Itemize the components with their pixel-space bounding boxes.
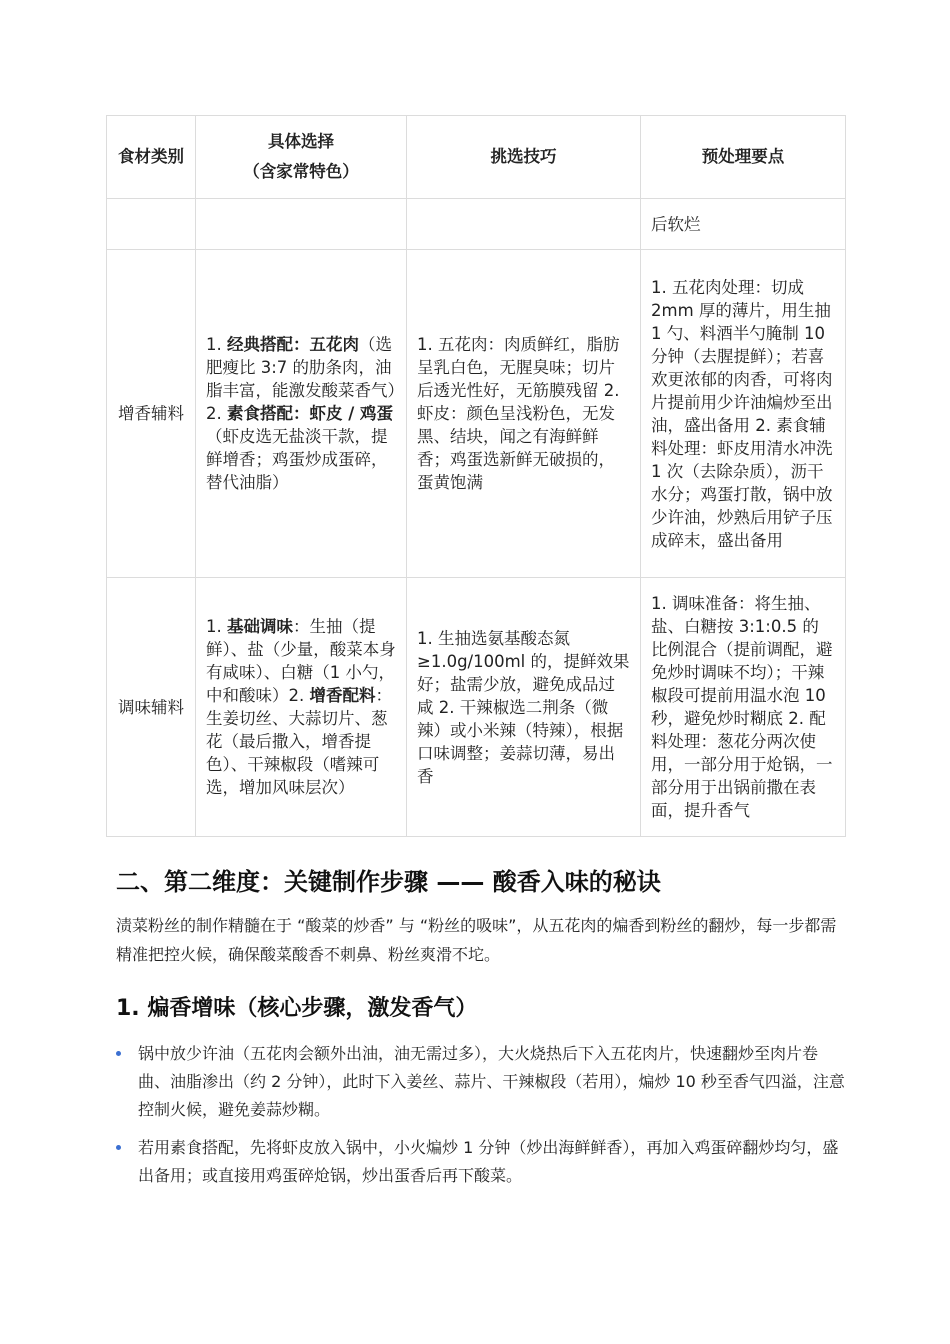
section-title: 二、第二维度：关键制作步骤 —— 酸香入味的秘诀	[116, 868, 661, 896]
tips-cell: 1. 五花肉：肉质鲜红，脂肪呈乳白色，无腥臭味；切片后透光性好，无筋膜残留 2. 虾皮：颜色呈浅粉色，无发黑、结块，闻之有海鲜鲜香；鸡蛋选新鲜无破损的，蛋黄饱满	[407, 250, 641, 578]
header-choice-line1: 具体选择	[268, 132, 334, 151]
prep-cell: 1. 调味准备：将生抽、盐、白糖按 3:1:0.5 的比例混合（提前调配，避免炒时调味不均）；干辣椒段可提前用温水泡 10 秒，避免炒时糊底 2. 配料处理：葱花分两次使用，一部分用于炝锅，一部分用于出锅前撒在表面，提升香气	[641, 578, 846, 837]
table-cell	[407, 199, 641, 250]
category-cell: 调味辅料	[107, 578, 196, 837]
header-choice	[196, 116, 407, 199]
section-intro: 渍菜粉丝的制作精髓在于 “酸菜的炒香” 与 “粉丝的吸味”，从五花肉的煸香到粉丝的翻炒，每一步都需精准把控火候，确保酸菜酸香不刺鼻、粉丝爽滑不坨。	[116, 916, 837, 964]
table-cell	[196, 199, 407, 250]
header-category: 食材类别	[107, 116, 196, 199]
table-cell	[107, 199, 196, 250]
prep-cell: 1. 五花肉处理：切成 2mm 厚的薄片，用生抽 1 勺、料酒半勺腌制 10 分钟（去腥提鲜）；若喜欢更浓郁的肉香，可将肉片提前用少许油煸炒至出油，盛出备用 2. 素食辅料处理：虾皮用清水冲洗 1 次（去除杂质），沥干水分；鸡蛋打散，锅中放少许油，炒熟后用铲子压成碎末，盛出备用	[641, 250, 846, 578]
choice-cell: 1. 经典搭配：五花肉（选肥瘦比 3:7 的肋条肉，油脂丰富，能激发酸菜香气）2. 素食搭配：虾皮 / 鸡蛋（虾皮选无盐淡干款，提鲜增香；鸡蛋炒成蛋碎，替代油脂）	[196, 250, 407, 578]
table-cell: 后软烂	[641, 199, 846, 250]
choice-cell: 1. 基础调味：生抽（提鲜）、盐（少量，酸菜本身有咸味）、白糖（1 小勺，中和酸味）2. 增香配料：生姜切丝、大蒜切片、葱花（最后撒入，增香提色）、干辣椒段（嗜辣可选，增加风味层次）	[196, 578, 407, 837]
list-item: 锅中放少许油（五花肉会额外出油，油无需过多），大火烧热后下入五花肉片，快速翻炒至肉片卷曲、油脂渗出（约 2 分钟），此时下入姜丝、蒜片、干辣椒段（若用），煸炒 10 秒至香气四溢，注意控制火候，避免姜蒜炒糊。	[116, 1040, 846, 1124]
step-title: 1. 煸香增味（核心步骤，激发香气）	[116, 996, 478, 1021]
bullet-dot-icon	[116, 1145, 121, 1150]
ingredients-table	[106, 115, 846, 837]
bullet-dot-icon	[116, 1051, 121, 1056]
tips-cell: 1. 生抽选氨基酸态氮≥1.0g/100ml 的，提鲜效果好；盐需少放，避免成品过咸 2. 干辣椒选二荆条（微辣）或小米辣（特辣），根据口味调整；姜蒜切薄，易出香	[407, 578, 641, 837]
category-cell: 增香辅料	[107, 250, 196, 578]
table-row-aux	[107, 250, 846, 578]
header-tips: 挑选技巧	[407, 116, 641, 199]
table-row	[107, 199, 846, 250]
header-prep: 预处理要点	[641, 116, 846, 199]
header-choice-line2: （含家常特色）	[243, 162, 359, 181]
table-header-row	[107, 116, 846, 199]
step-bullet-list	[116, 1040, 846, 1200]
list-item: 若用素食搭配，先将虾皮放入锅中，小火煸炒 1 分钟（炒出海鲜鲜香），再加入鸡蛋碎翻炒均匀，盛出备用；或直接用鸡蛋碎炝锅，炒出蛋香后再下酸菜。	[116, 1134, 846, 1190]
table-row-seasoning	[107, 578, 846, 837]
